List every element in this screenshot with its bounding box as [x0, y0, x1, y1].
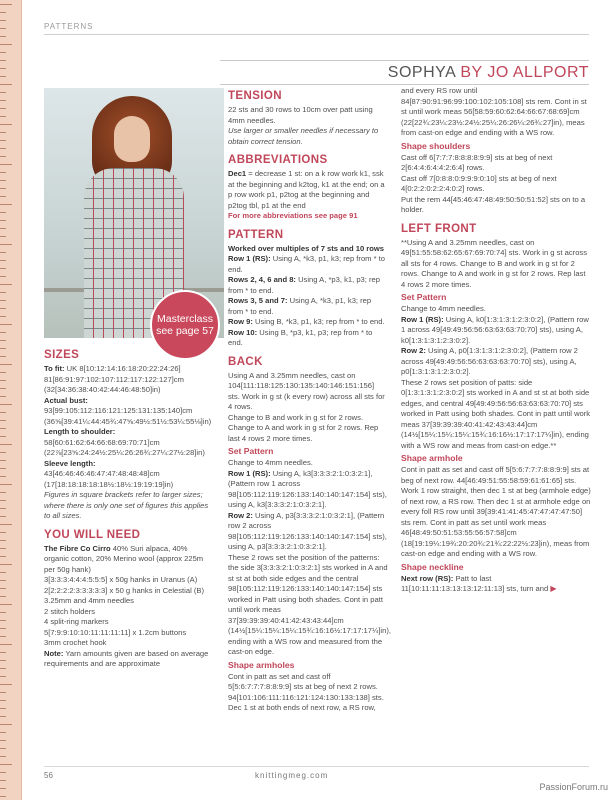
change-needles-2: Change to 4mm needles.	[401, 304, 486, 313]
site-url[interactable]: knittingmeg.com	[255, 771, 329, 780]
ruler-tick	[0, 724, 12, 725]
ruler-tick	[0, 92, 6, 93]
ruler-tick	[0, 700, 6, 701]
shape-shoulders-heading: Shape shoulders	[401, 140, 471, 151]
ruler-tick	[0, 316, 6, 317]
badge-line-1: Masterclass	[156, 313, 213, 325]
holders: 2 stitch holders	[44, 606, 96, 616]
abbreviations-heading: ABBREVIATIONS	[228, 154, 328, 166]
ruler-tick	[0, 436, 6, 437]
ruler-tick	[0, 636, 6, 637]
ruler-tick	[0, 396, 6, 397]
front-row-2: Row 2: Using A, p0[1:3:1:3:1:2:3:0:2], (Pattern row 2 across 49[49:49:56:56:63:63:63:70:70] sts), using A, p0[1:3:1:3:1:2:3:0:2].	[401, 346, 578, 376]
section-label: PATTERNS	[44, 22, 94, 31]
tape-measure-strip	[0, 0, 22, 800]
yarn-note: Note: Yarn amounts given are based on average requirements and are approximate	[44, 648, 209, 668]
to-fit: To fit: UK 8[10:12:14:16:18:20:22:24:26] 81[86:91:97:102:107:112:117:122:127]cm (32[34:36:38:40:42:44:46:48:50]in)	[44, 364, 184, 394]
ruler-tick	[0, 188, 6, 189]
ruler-tick	[0, 780, 6, 781]
back-row-1: Row 1 (RS): Using A, k3[3:3:3:2:1:0:3:2:1], (Pattern row 1 across 98[105:112:119:126:133:140:140:147:154] sts), using A, k3[3:3:3:2:1:0:3:2:1].	[228, 468, 387, 509]
markers: 4 split-ring markers	[44, 617, 109, 626]
page-number: 56	[44, 771, 53, 780]
ruler-tick	[0, 236, 6, 237]
ruler-tick	[0, 180, 6, 181]
ruler-tick	[0, 100, 6, 101]
ruler-tick	[0, 372, 6, 373]
ruler-tick	[0, 612, 6, 613]
pattern-row-1: Row 1 (RS): Using A, *k3, p1, k3; rep from * to end.	[228, 254, 386, 274]
ruler-tick	[0, 268, 6, 269]
ruler-tick	[0, 20, 6, 21]
shoulders-3: Put the rem 44[45:46:47:48:49:50:50:51:52] sts on to a holder.	[401, 194, 586, 214]
ruler-tick	[0, 788, 6, 789]
ruler-tick	[0, 476, 6, 477]
pattern-name: SOPHYA	[387, 64, 456, 81]
ruler-tick	[0, 348, 6, 349]
ruler-tick	[0, 252, 6, 253]
ruler-tick	[0, 604, 12, 605]
ruler-tick	[0, 492, 6, 493]
divider	[44, 766, 589, 767]
sleeve: 43[46:46:46:46:47:47:48:48:48]cm (17[18:18:18:18:18½:18½:19:19:19]in)	[44, 469, 174, 489]
tension-heading: TENSION	[228, 90, 282, 102]
ruler-tick	[0, 212, 6, 213]
ruler-tick	[0, 228, 6, 229]
ruler-tick	[0, 676, 6, 677]
ruler-tick	[0, 740, 6, 741]
ruler-tick	[0, 668, 6, 669]
shoulders-2: Cast off 7[0:8:8:0:9:9:9:0:10] sts at beg of next 4[0:2:2:0:2:2:4:0:2] rows.	[401, 173, 557, 193]
ruler-tick	[0, 428, 6, 429]
back-para-4: Cont in patt as set and cast off 5[5:6:7:7:7:8:8:9:9] sts at beg of next 2 rows. 94[101:106:111:116:121:124:130:133:138] sts. Dec 1 st at both ends of next row, a RS row,	[228, 671, 384, 712]
divider	[44, 34, 589, 35]
ruler-tick	[0, 628, 6, 629]
sizes-heading: SIZES	[44, 349, 80, 361]
ruler-tick	[0, 716, 6, 717]
column-sizes	[44, 342, 214, 670]
ruler-tick	[0, 300, 6, 301]
ruler-tick	[0, 420, 6, 421]
armhole-para: Cont in patt as set and cast off 5[5:6:7:7:7:8:8:9:9] sts at beg of next row. 44[46:49:51:55:58:59:61:61:65] sts. Work 1 row straight, then dec 1 st at beg (armhole edge) of next row, a RS row. Then dec 1 st at armhole edge on every foll RS row until 39[39:41:41:45:47:47:47:47:50] sts rem. Cont in patt as set until work meas 46[48:49:50:51:53:55:56:57:58]cm (18[19:19¼:19¾:20:20¾:21¾:22:22½:23]in), meas from cast-on edge and ending with a WS row.	[401, 465, 591, 558]
ruler-tick	[0, 172, 6, 173]
ruler-tick	[0, 260, 6, 261]
ruler-tick	[0, 156, 6, 157]
ruler-tick	[0, 36, 6, 37]
ruler-tick	[0, 124, 12, 125]
designer-credit: BY JO ALLPORT	[460, 64, 589, 81]
ruler-tick	[0, 140, 6, 141]
back-heading: BACK	[228, 355, 263, 368]
front-row-1: Row 1 (RS): Using A, k0[1:3:1:3:1:2:3:0:2], (Pattern row 1 across 49[49:49:56:56:63:63:63:70:70] sts), using A, k0[1:3:1:3:1:2:3:0:2].	[401, 314, 589, 345]
you-will-need-heading: YOU WILL NEED	[44, 528, 141, 541]
left-front-para-1: **Using A and 3.25mm needles, cast on 49[51:55:58:62:65:67:69:70:74] sts. Work in g st across all sts for 4 rows. Change to B and work in g st for 2 rows. Change to A and work in g st for 2 rows. Rep last 4 rows 2 more times.	[401, 237, 588, 289]
ruler-tick	[0, 4, 12, 5]
ruler-tick	[0, 84, 12, 85]
ruler-tick	[0, 756, 6, 757]
ruler-tick	[0, 692, 6, 693]
length-label: Length to shoulder:	[44, 427, 116, 436]
ruler-tick	[0, 284, 12, 285]
shape-armholes-heading: Shape armholes	[228, 659, 295, 670]
ruler-tick	[0, 108, 6, 109]
ruler-tick	[0, 580, 6, 581]
shape-neckline-heading: Shape neckline	[401, 561, 464, 572]
set-pattern-heading-2: Set Pattern	[401, 292, 447, 302]
actual-bust-label: Actual bust:	[44, 395, 88, 405]
ruler-tick	[0, 308, 6, 309]
ruler-tick	[0, 412, 6, 413]
back-cont: and every RS row until 84[87:90:91:96:99:100:102:105:108] sts rem. Cont in st st until work meas 56[58:59:60:62:64:66:67:68:69]cm (22[22¾:23¼:23½:24½:25¼:26:26¼:26¾:27]in), meas from cast-on edge and ending with a WS row.	[401, 86, 587, 137]
ruler-tick	[0, 564, 12, 565]
ruler-tick	[0, 620, 6, 621]
left-front-para-2: These 2 rows set position of patts: side 0[1:3:1:3:1:2:3:0:2] sts worked in A and st st at both side edges, and central 49[49:49:56:56:63:63:63:70:70] sts worked in Patt using both shades. Cont in patt until work meas 37[39:39:39:40:41:42:43:43:44]cm (14½[15¼:15¼:15¼:15¾:16:16½:17:17:17¼]in), ending with a WS row and meas from cast-on edge.**	[401, 377, 591, 450]
pattern-row-9: Row 9: Using B, *k3, p1, k3; rep from * to end.	[228, 317, 385, 326]
neckline-next-row: Next row (RS): Patt to last 11[10:11:11:13:13:13:12:11:13] sts, turn and ▶	[401, 573, 557, 593]
ruler-tick	[0, 652, 6, 653]
ruler-tick	[0, 460, 6, 461]
ruler-tick	[0, 484, 12, 485]
ruler-tick	[0, 164, 12, 165]
left-front-heading: LEFT FRONT	[401, 222, 477, 235]
yarn-a: 3[3:3:3:4:4:4:5:5:5] x 50g hanks in Uranus (A)	[44, 575, 198, 584]
ruler-tick	[0, 540, 6, 541]
hook: 3mm crochet hook	[44, 638, 107, 647]
pattern-heading: PATTERN	[228, 228, 284, 241]
ruler-tick	[0, 508, 6, 509]
ruler-tick	[0, 548, 6, 549]
set-pattern-heading: Set Pattern	[228, 446, 274, 456]
ruler-tick	[0, 196, 6, 197]
back-para-2: Change to B and work in g st for 2 rows. Change to A and work in g st for 2 rows. Rep last 4 rows 2 more times.	[228, 412, 379, 443]
ruler-tick	[0, 404, 12, 405]
buttons: 5[7:9:9:10:10:11:11:11:11] x 1.2cm buttons	[44, 627, 187, 637]
ruler-tick	[0, 292, 6, 293]
ruler-tick	[0, 324, 12, 325]
more-abbreviations-link[interactable]: For more abbreviations see page 91	[228, 211, 358, 220]
dec1: Dec1 = decrease 1 st: on a k row work k1, ssk at the beginning and k2tog, k1 at the end; on a p row work p1, p2tog at the beginning and p2tog tbl, p1 at the end	[228, 169, 385, 210]
column-back-cont-left-front	[401, 70, 591, 595]
ruler-tick	[0, 732, 6, 733]
ruler-tick	[0, 516, 6, 517]
column-tension-pattern-back	[228, 90, 391, 714]
back-para-1: Using A and 3.25mm needles, cast on 104[111:118:125:130:135:140:146:151:156] sts. Work in g st (k every row) across all sts for 4 rows.	[228, 370, 385, 411]
divider	[220, 60, 589, 61]
ruler-tick	[0, 148, 6, 149]
needles: 3.25mm and 4mm needles	[44, 596, 134, 605]
ruler-tick	[0, 748, 6, 749]
ruler-tick	[0, 28, 6, 29]
ruler-tick	[0, 132, 6, 133]
ruler-tick	[0, 68, 6, 69]
ruler-tick	[0, 764, 12, 765]
sleeve-label: Sleeve length:	[44, 458, 96, 468]
ruler-tick	[0, 364, 12, 365]
ruler-tick	[0, 12, 6, 13]
ruler-tick	[0, 444, 12, 445]
ruler-tick	[0, 332, 6, 333]
pattern-rows-2468: Rows 2, 4, 6 and 8: Using A, *p3, k1, p3; rep from * to end.	[228, 275, 380, 295]
ruler-tick	[0, 356, 6, 357]
length: 58[60:61:62:64:66:68:69:70:71]cm (22⅞[23⅝:24:24½:25¼:26:26¾:27¼:27½:28]in)	[44, 437, 205, 457]
ruler-tick	[0, 532, 6, 533]
ruler-tick	[0, 76, 6, 77]
watermark: PassionForum.ru	[539, 782, 608, 792]
ruler-tick	[0, 340, 6, 341]
ruler-tick	[0, 556, 6, 557]
ruler-tick	[0, 500, 6, 501]
ruler-tick	[0, 60, 6, 61]
ruler-tick	[0, 660, 6, 661]
ruler-tick	[0, 772, 6, 773]
ruler-tick	[0, 116, 6, 117]
ruler-tick	[0, 572, 6, 573]
ruler-tick	[0, 276, 6, 277]
yarn: The Fibre Co Cirro 40% Suri alpaca, 40% organic cotton, 20% Merino wool (approx 225m per 50g hank)	[44, 543, 204, 574]
back-para-3: These 2 rows set the position of the patterns: the side 3[3:3:3:2:1:0:3:2:1] sts worked in A and st st at both side edges and the central 98[105:112:119:126:133:140:140:147:154] sts worked in Patt using both shades. Cont in patt until work meas 37[39:39:39:40:41:42:43:43:44]cm (14½[15¼:15¼:15¼:15¾:16:16½:17:17:17¼]in), ending with a WS row and measured from the cast-on edge.	[228, 552, 391, 656]
back-row-2: Row 2: Using A, p3[3:3:3:2:1:0:3:2:1], (Pattern row 2 across 98[105:112:119:126:133:140:140:147:154] sts), using A, p3[3:3:3:2:1:0:3:2:1].	[228, 510, 387, 551]
ruler-tick	[0, 204, 12, 205]
worked-over: Worked over multiples of 7 sts and 10 rows	[228, 243, 384, 253]
ruler-tick	[0, 380, 6, 381]
ruler-tick	[0, 452, 6, 453]
ruler-tick	[0, 244, 12, 245]
change-needles: Change to 4mm needles.	[228, 458, 313, 467]
ruler-tick	[0, 524, 12, 525]
size-note: Figures in square brackets refer to larger sizes; where there is only one set of figures this applies to all sizes.	[44, 490, 209, 520]
pattern-rows-357: Rows 3, 5 and 7: Using A, *k3, p1, k3; rep from * to end.	[228, 296, 372, 316]
continue-arrow-icon: ▶	[550, 584, 557, 593]
ruler-tick	[0, 468, 6, 469]
ruler-tick	[0, 52, 6, 53]
badge-line-2: see page 57	[156, 325, 214, 337]
ruler-tick	[0, 644, 12, 645]
ruler-tick	[0, 596, 6, 597]
tension: 22 sts and 30 rows to 10cm over patt using 4mm needles.	[228, 105, 373, 125]
ruler-tick	[0, 796, 6, 797]
ruler-tick	[0, 588, 6, 589]
ruler-tick	[0, 44, 12, 45]
ruler-tick	[0, 220, 6, 221]
ruler-tick	[0, 388, 6, 389]
actual-bust: 93[99:105:112:116:121:125:131:135:140]cm (36⅝[39:41¼:44:45¾:47⅝:49½:51½:53¼:55⅛]in)	[44, 406, 212, 426]
ruler-tick	[0, 708, 6, 709]
tension-note: Use larger or smaller needles if necessary to obtain correct tension.	[228, 126, 379, 146]
pattern-row-10: Row 10: Using B, *p3, k1, p3; rep from * to end.	[228, 327, 373, 347]
shoulders-1: Cast off 6[7:7:7:8:8:8:8:9:9] sts at beg of next 2[6:4:4:6:4:4:2:6:4] rows.	[401, 152, 553, 172]
yarn-b: 2[2:2:2:2:3:3:3:3:3] x 50 g hanks in Celestial (B)	[44, 585, 204, 595]
shape-armhole-heading: Shape armhole	[401, 453, 463, 463]
ruler-tick	[0, 684, 12, 685]
